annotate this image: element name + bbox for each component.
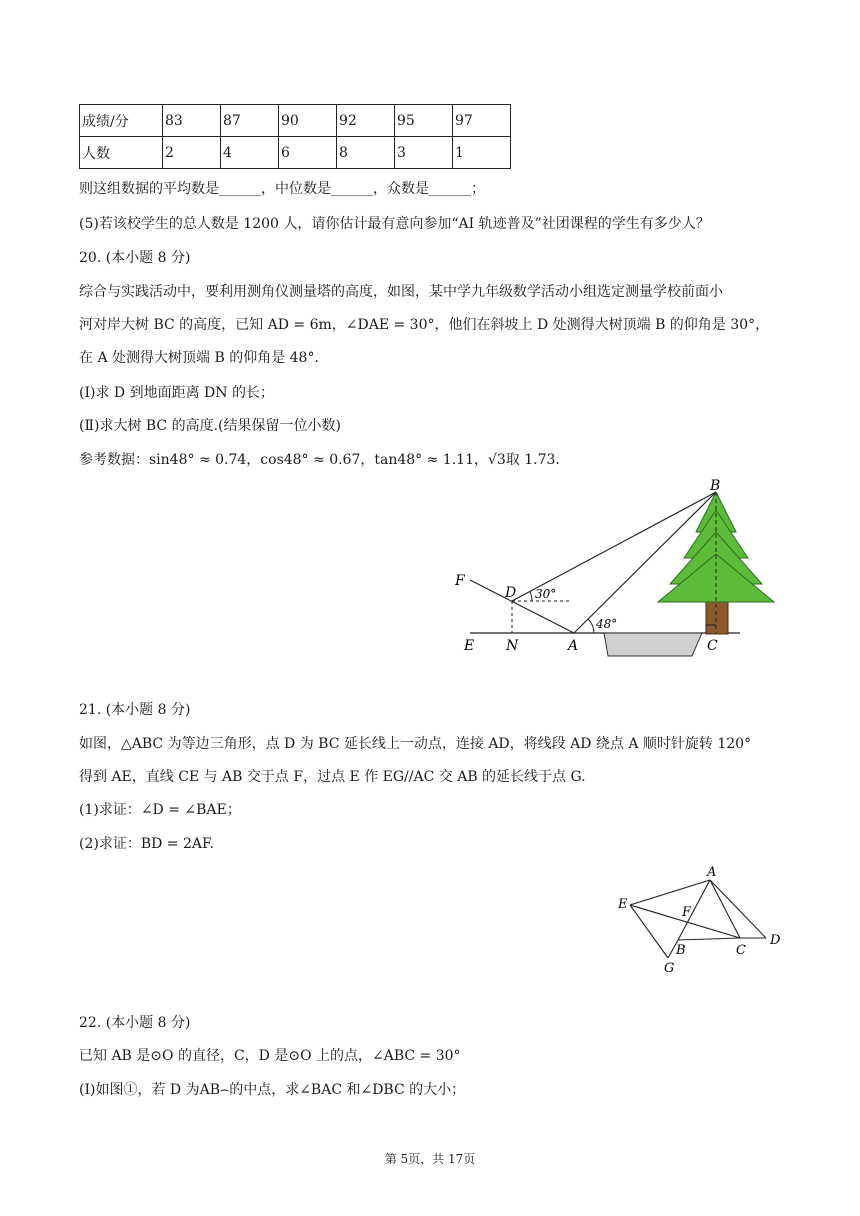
label-n: N [506,638,519,654]
label-b: B [676,943,686,958]
table-cell: 2 [163,137,221,169]
table-cell: 83 [163,105,221,137]
angle-arc-a [588,619,594,633]
q20-sub-2: (Ⅱ)求大树 BC 的高度.(结果保留一位小数) [79,418,341,434]
table-cell: 95 [395,105,453,137]
q20-reference-data: 参考数据：sin48° ≈ 0.74，cos48° ≈ 0.67，tan48° ≈ 1.11，√3取 1.73. [79,452,560,468]
label-b: B [710,478,721,494]
q21-sub-1: (1)求证：∠D = ∠BAE； [79,802,241,818]
q22-title: 22. (本小题 8 分) [79,1015,191,1031]
table-cell: 3 [395,137,453,169]
q21-sub-2: (2)求证：BD = 2AF. [79,836,214,852]
table-cell: 87 [221,105,279,137]
label-c: C [707,638,718,654]
angle-label-d: 30° [535,587,557,601]
q20-figure [440,470,800,660]
table-cell: 人数 [80,137,163,169]
label-g: G [664,961,675,976]
q21-para-2: 得到 AE，直线 CE 与 AB 交于点 F，过点 E 作 EG//AC 交 AB 的延长线于点 G. [79,769,586,785]
table-cell: 成绩/分 [80,105,163,137]
slope-line [470,580,574,633]
label-f: F [682,905,692,920]
q21-figure [610,858,790,976]
table-cell: 6 [279,137,337,169]
q19-part5: (5)若该校学生的总人数是 1200 人，请你估计最有意向参加“AI 轨迹普及”社团课程的学生有多少人？ [79,216,710,232]
q22-para-1: 已知 AB 是⊙O 的直径，C，D 是⊙O 上的点，∠ABC = 30° [79,1048,461,1064]
q19-avg-line: 则这组数据的平均数是______，中位数是______，众数是______； [79,181,485,197]
angle-label-a: 48° [596,617,618,631]
label-f: F [455,573,465,589]
table-cell: 92 [337,105,395,137]
label-e: E [618,897,628,912]
table-cell: 97 [453,105,511,137]
label-c: C [736,943,746,958]
q20-para-1: 综合与实践活动中，要利用测角仪测量塔的高度，如图，某中学九年级数学活动小组选定测量学校前面小 [79,284,723,300]
label-a: A [568,638,579,654]
river-shape [604,633,702,656]
table-cell: 4 [221,137,279,169]
q20-title: 20. (本小题 8 分) [79,250,191,266]
table-cell: 8 [337,137,395,169]
q22-sub-1: (I)如图①，若 D 为AB⌢的中点，求∠BAC 和∠DBC 的大小； [79,1082,466,1098]
label-e: E [464,638,475,654]
angle-arc-d [530,592,532,601]
q21-title: 21. (本小题 8 分) [79,702,191,718]
page-footer: 第 5页，共 17页 [384,1152,476,1166]
table-row [80,105,511,137]
label-a: A [707,865,717,880]
score-table [79,104,511,169]
q20-para-2: 河对岸大树 BC 的高度，已知 AD = 6m，∠DAE = 30°，他们在斜坡上 D 处测得大树顶端 B 的仰角是 30°， [79,317,770,333]
q20-sub-1: (Ⅰ)求 D 到地面距离 DN 的长； [79,385,274,401]
label-d: D [770,933,781,948]
table-cell: 1 [453,137,511,169]
table-row [80,137,511,169]
q21-para-1: 如图，△ABC 为等边三角形，点 D 为 BC 延长线上一动点，连接 AD，将线段 AD 绕点 A 顺时针旋转 120° [79,736,752,752]
table-cell: 90 [279,105,337,137]
q20-para-3: 在 A 处测得大树顶端 B 的仰角是 48°. [79,350,319,366]
label-d: D [505,585,517,601]
